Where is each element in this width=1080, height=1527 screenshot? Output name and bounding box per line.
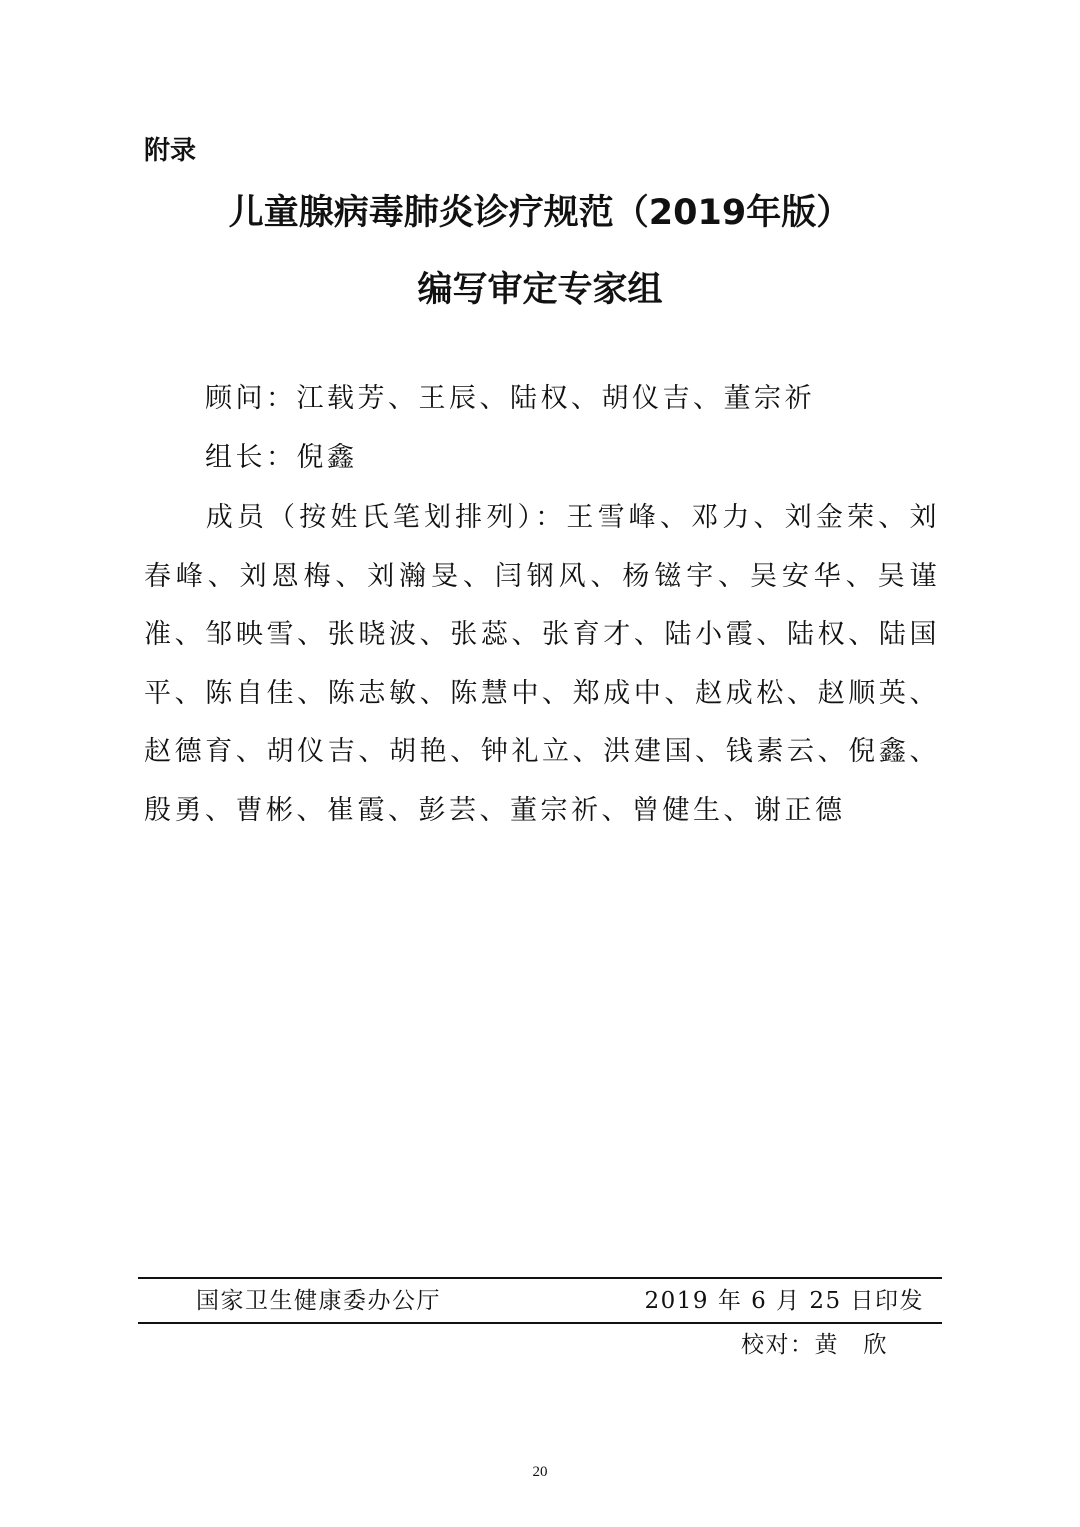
issuing-office: 国家卫生健康委办公厅 xyxy=(196,1288,441,1314)
appendix-label: 附录 xyxy=(144,136,197,166)
footer-bottom-rule xyxy=(138,1322,942,1324)
footer-top-rule xyxy=(138,1277,942,1279)
page-number: 20 xyxy=(532,1464,548,1480)
proofreader: 校对：黄 欣 xyxy=(741,1332,888,1358)
document-title: 儿童腺病毒肺炎诊疗规范（2019年版） xyxy=(228,193,852,233)
advisors-paragraph xyxy=(144,370,940,429)
issue-date: 2019 年 6 月 25 日印发 xyxy=(644,1288,924,1314)
members-paragraph xyxy=(144,489,940,840)
leader-paragraph xyxy=(144,429,940,488)
advisors-text: 顾问：江载芳、王辰、陆权、胡仪吉、董宗祈 xyxy=(205,383,815,414)
members-text: 成员（按姓氏笔划排列）：王雪峰、邓力、刘金荣、刘春峰、刘恩梅、刘瀚旻、闫钢风、杨镃宇、吴安华、吴谨准、邹映雪、张晓波、张蕊、张育才、陆小霞、陆权、陆国平、陈自佳、陈志敏、陈慧中、郑成中、赵成松、赵顺英、赵德育、胡仪吉、胡艳、钟礼立、洪建国、钱素云、倪鑫、殷勇、曹彬、崔霞、彭芸、董宗祈、曾健生、谢正德 xyxy=(144,502,940,826)
leader-text: 组长：倪鑫 xyxy=(205,442,358,473)
document-subtitle: 编写审定专家组 xyxy=(417,270,663,310)
